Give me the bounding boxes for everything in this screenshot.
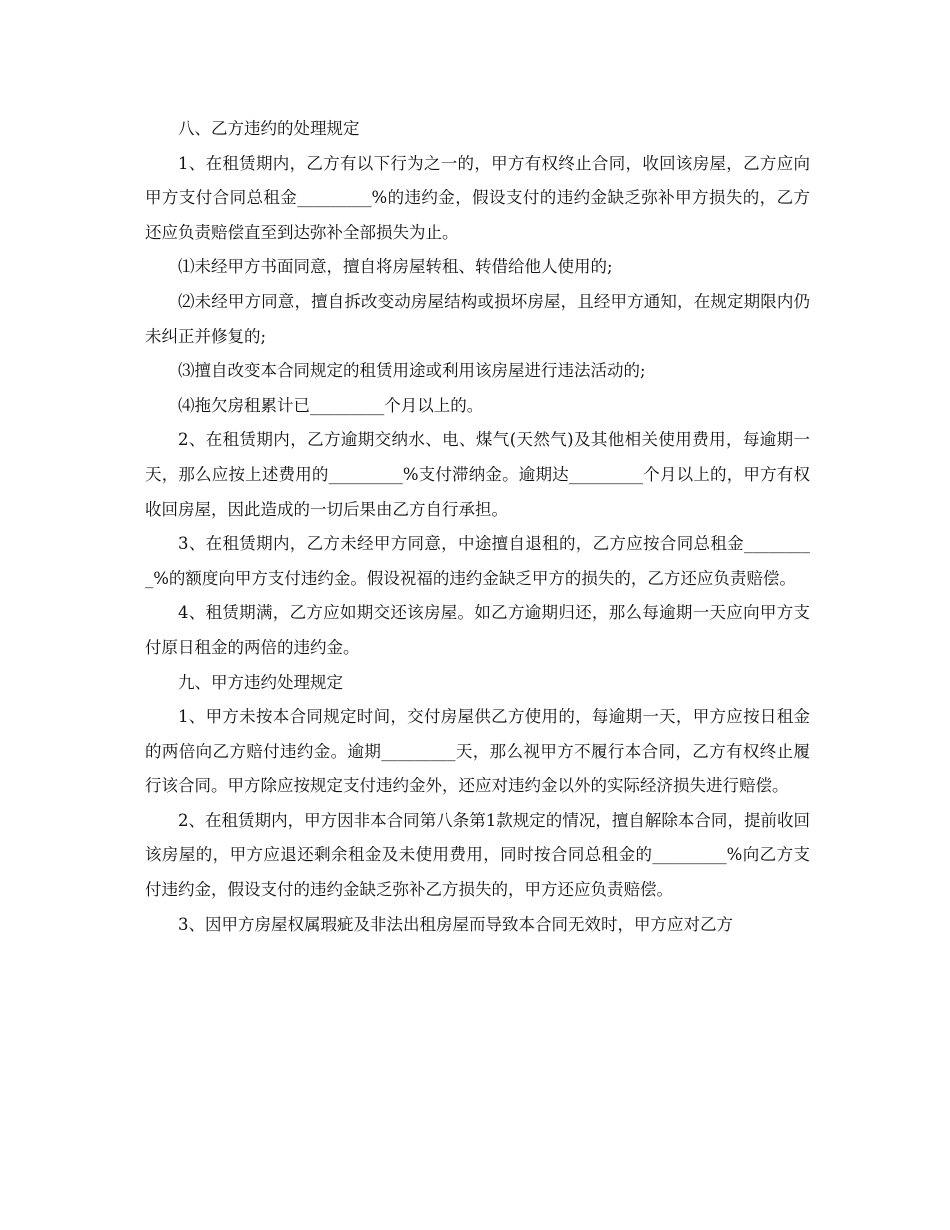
clause-8-1-item-3: ⑶擅自改变本合同规定的租赁用途或利用该房屋进行违法活动的; [178, 361, 646, 381]
clause-8-4: 4、租赁期满，乙方应如期交还该房屋。如乙方逾期归还，那么每逾期一天应向甲方支付原日租金的两倍的违约金。 [145, 603, 810, 657]
clause-8-1: 1、在租赁期内，乙方有以下行为之一的，甲方有权终止合同，收回该房屋，乙方应向甲方支付合同总租金_________%的违约金，假设支付的违约金缺乏弥补甲方损失的，乙方还应负责赔偿直至到达弥补全部损失为止。 [145, 153, 810, 242]
document-body [145, 112, 810, 942]
section-heading-8: 八、乙方违约的处理规定 [178, 119, 360, 138]
clause-8-3: 3、在租赁期内，乙方未经甲方同意，中途擅自退租的，乙方应按合同总租金_________%的额度向甲方支付违约金。假设祝福的违约金缺乏甲方的损失的，乙方还应负责赔偿。 [145, 534, 810, 588]
clause-8-1-item-1: ⑴未经甲方书面同意，擅自将房屋转租、转借给他人使用的; [178, 257, 613, 277]
clause-9-3: 3、因甲方房屋权属瑕疵及非法出租房屋而导致本合同无效时，甲方应对乙方 [178, 914, 733, 934]
section-heading-9: 九、甲方违约处理规定 [178, 672, 343, 692]
clause-9-1: 1、甲方未按本合同规定时间，交付房屋供乙方使用的，每逾期一天，甲方应按日租金的两倍向乙方赔付违约金。逾期_________天，那么视甲方不履行本合同，乙方有权终止履行该合同。甲方除应按规定支付违约金外，还应对违约金以外的实际经济损失进行赔偿。 [145, 707, 810, 796]
clause-8-1-item-4: ⑷拖欠房租累计已_________个月以上的。 [178, 395, 484, 415]
clause-8-2: 2、在租赁期内，乙方逾期交纳水、电、煤气(天然气)及其他相关使用费用，每逾期一天，那么应按上述费用的_________%支付滞纳金。逾期达_________个月以上的，甲方有权收回房屋，因此造成的一切后果由乙方自行承担。 [145, 430, 810, 519]
clause-8-1-item-2: ⑵未经甲方同意，擅自拆改变动房屋结构或损坏房屋，且经甲方通知，在规定期限内仍未纠正并修复的; [145, 291, 810, 346]
clause-9-2: 2、在租赁期内，甲方因非本合同第八条第1款规定的情况，擅自解除本合同，提前收回该房屋的，甲方应退还剩余租金及未使用费用，同时按合同总租金的_________%向乙方支付违约金，假设支付的违约金缺乏弥补乙方损失的，甲方还应负责赔偿。 [145, 810, 810, 900]
